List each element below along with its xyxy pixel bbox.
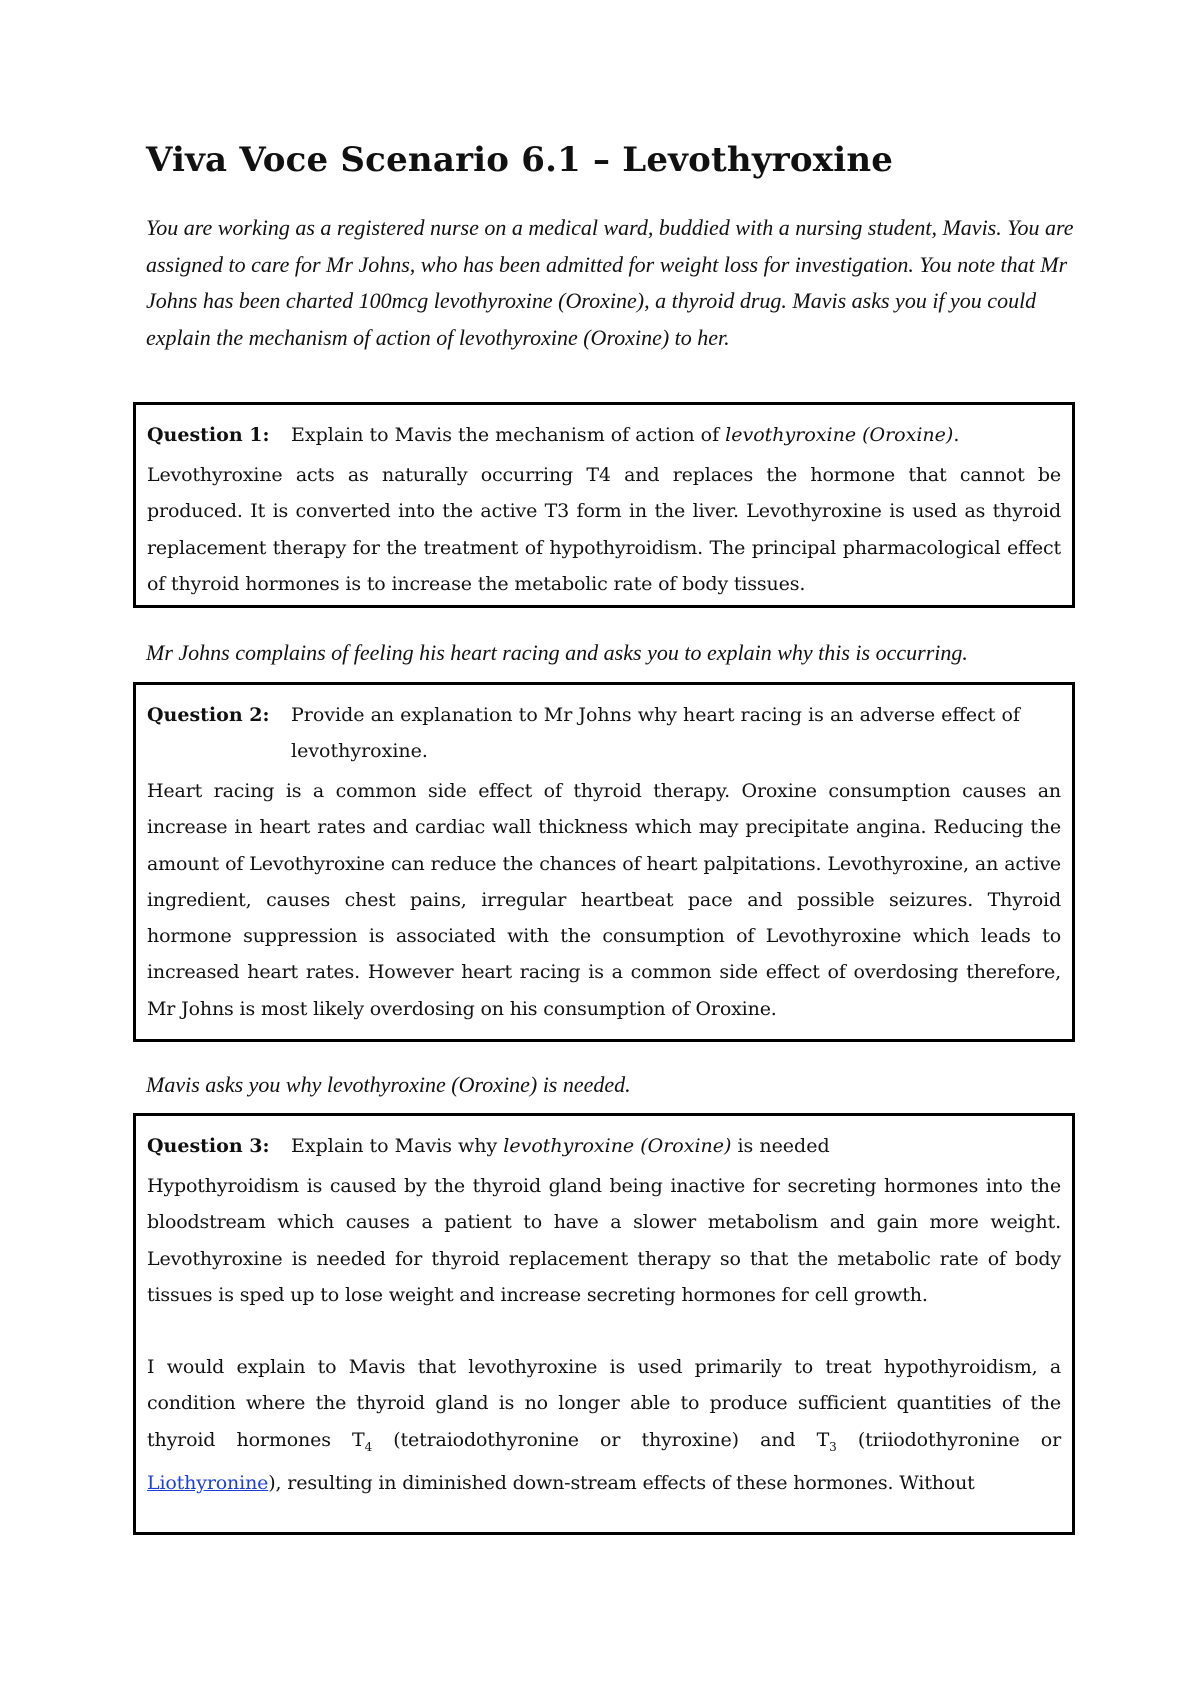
question-1-label: Question 1: — [147, 424, 270, 446]
liothyronine-link[interactable]: Liothyronine — [147, 1471, 269, 1494]
question-1-answer: Levothyroxine acts as naturally occurring T4 and replaces the hormone that cannot be produced. It is converted into the active T3 form in the liver. Levothyroxine is used as thyroid replacement therapy for the treatment of hypothyroidism. The principal pharmacological effect of thyroid hormones is to increase the metabolic rate of body tissues. — [147, 464, 1061, 595]
answer-2-part-c: (triiodothyronine or — [836, 1428, 1061, 1451]
question-3-header — [147, 1128, 1061, 1164]
question-3-drug: levothyroxine (Oroxine) — [503, 1135, 732, 1157]
question-3-box — [133, 1113, 1075, 1535]
question-2-header — [147, 697, 1061, 769]
question-1-header — [147, 417, 1061, 453]
question-2-answer: Heart racing is a common side effect of thyroid therapy. Oroxine consumption causes an increase in heart rates and cardiac wall thickness which may precipitate angina. Reducing the amount of Levothyroxine can reduce the chances of heart palpitations. Levothyroxine, an active ingredient, causes chest pains, irregular heartbeat pace and possible seizures. Thyroid hormone suppression is associated with the consumption of Levothyroxine which leads to increased heart rates. However heart racing is a common side effect of overdosing therefore, Mr Johns is most likely overdosing on his consumption of Oroxine. — [147, 780, 1061, 1020]
question-3-text-a: Explain to Mavis why — [291, 1135, 504, 1157]
question-1-text — [291, 417, 1061, 453]
question-3-label: Question 3: — [147, 1135, 270, 1157]
ask-2-text: Mr Johns complains of feeling his heart racing and asks you to explain why this is occurring. — [146, 640, 968, 665]
question-3-answer-1: Hypothyroidism is caused by the thyroid gland being inactive for secreting hormones into the bloodstream which causes a patient to have a slower metabolism and gain more weight. Levothyroxine is needed for thyroid replacement therapy so that the metabolic rate of body tissues is sped up to lose weight and increase secreting hormones for cell growth. — [147, 1175, 1061, 1306]
answer-2-part-b: (tetraiodothyronine or thyroxine) and T — [372, 1428, 830, 1451]
question-1-text-b: . — [953, 424, 960, 446]
subscript-3: 3 — [829, 1439, 837, 1454]
question-3-text-b: is needed — [731, 1135, 830, 1157]
page-title: Viva Voce Scenario 6.1 – Levothyroxine — [146, 140, 894, 180]
subscript-4: 4 — [364, 1439, 373, 1454]
ask-3-text: Mavis asks you why levothyroxine (Oroxine) is needed. — [146, 1072, 631, 1097]
question-3-text — [291, 1128, 1061, 1164]
question-2-label: Question 2: — [147, 704, 270, 726]
answer-2-part-a: I would explain to Mavis that levothyroxine is used primarily to treat hypothyroidism, a condition where the thyroid gland is no longer able to produce sufficient quantities of the thyroid hormones T — [147, 1356, 1061, 1451]
scenario-text: You are working as a registered nurse on a medical ward, buddied with a nursing student, Mavis. You are assigned to care for Mr Johns, who has been admitted for weight loss for investigation. You note that Mr Johns has been charted 100mcg levothyroxine (Oroxine), a thyroid drug. Mavis asks you if you could explain the mechanism of action of levothyroxine (Oroxine) to her. — [146, 215, 1074, 350]
question-1-box — [133, 402, 1075, 608]
answer-2-part-d: ), resulting in diminished down-stream effects of these hormones. Without — [268, 1471, 975, 1494]
question-1-text-a: Explain to Mavis the mechanism of action of — [291, 424, 726, 446]
question-2-box — [133, 682, 1075, 1042]
question-2-text: Provide an explanation to Mr Johns why heart racing is an adverse effect of levothyroxine. — [291, 704, 1020, 762]
question-3-answer-2 — [147, 1349, 1061, 1501]
question-1-drug: levothyroxine (Oroxine) — [725, 424, 954, 446]
